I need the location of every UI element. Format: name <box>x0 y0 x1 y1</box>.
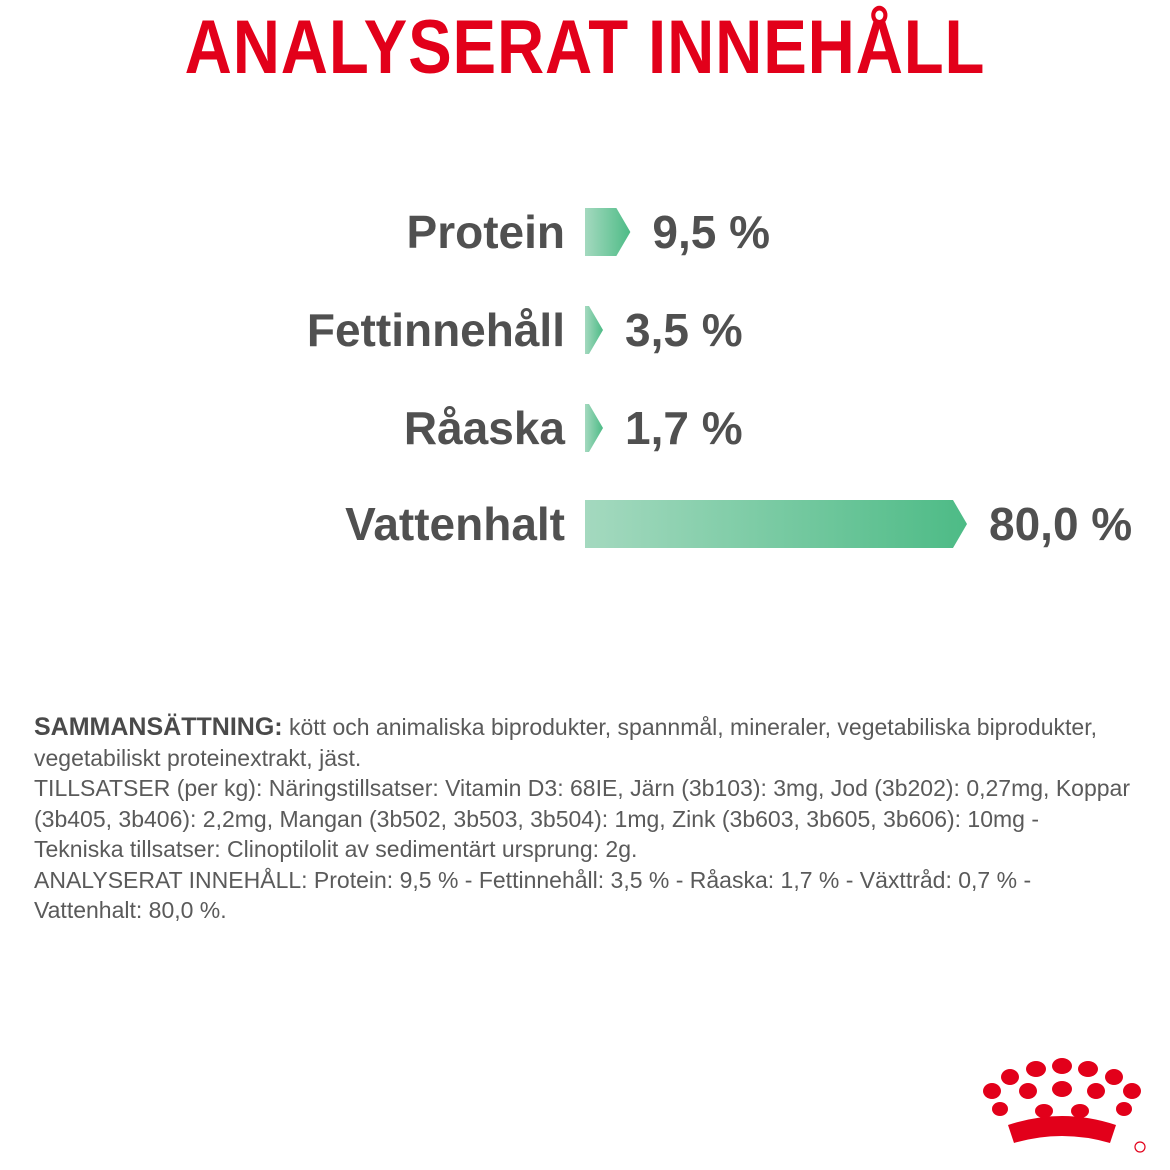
category-label: Råaska <box>403 402 565 454</box>
bar <box>585 208 630 256</box>
composition-lead-text: kött och animaliska biprodukter, spannmål, mineraler, vegetabiliska biprodukter, vegetabiliskt proteinextrakt, jäst. <box>34 714 1097 771</box>
value-label: 3,5 % <box>625 304 743 356</box>
page-title: ANALYSERAT INNEHÅLL <box>184 5 986 90</box>
additives-paragraph: TILLSATSER (per kg): Näringstillsatser: Vitamin D3: 68IE, Järn (3b103): 3mg, Jod (3b202): 0,27mg, Koppar (3b405, 3b406): 2,2mg, Mangan (3b502, 3b503, 3b504): 1mg, Zink (3b603, 3b605, 3b606): 10mg - Tekniska tillsatser: Clinoptilolit av sedimentärt ursprung: 2g. <box>34 775 1130 862</box>
nutrient-bar-chart <box>0 180 1170 580</box>
value-label: 1,7 % <box>625 402 743 454</box>
value-label: 80,0 % <box>989 498 1133 550</box>
category-label: Fettinnehåll <box>306 304 565 356</box>
analysis-paragraph: ANALYSERAT INNEHÅLL: Protein: 9,5 % - Fettinnehåll: 3,5 % - Råaska: 1,7 % - Växttråd: 0,7 % - Vattenhalt: 80,0 %. <box>34 866 1032 923</box>
bar <box>585 404 603 452</box>
composition-block <box>34 712 1134 926</box>
category-label: Vattenhalt <box>345 498 565 550</box>
bar <box>585 500 967 548</box>
composition-paragraph <box>34 712 1134 773</box>
composition-lead-label: SAMMANSÄTTNING: <box>34 713 283 741</box>
category-label: Protein <box>406 206 565 258</box>
crown-logo <box>978 1055 1146 1155</box>
bar <box>585 306 603 354</box>
value-label: 9,5 % <box>652 206 771 258</box>
